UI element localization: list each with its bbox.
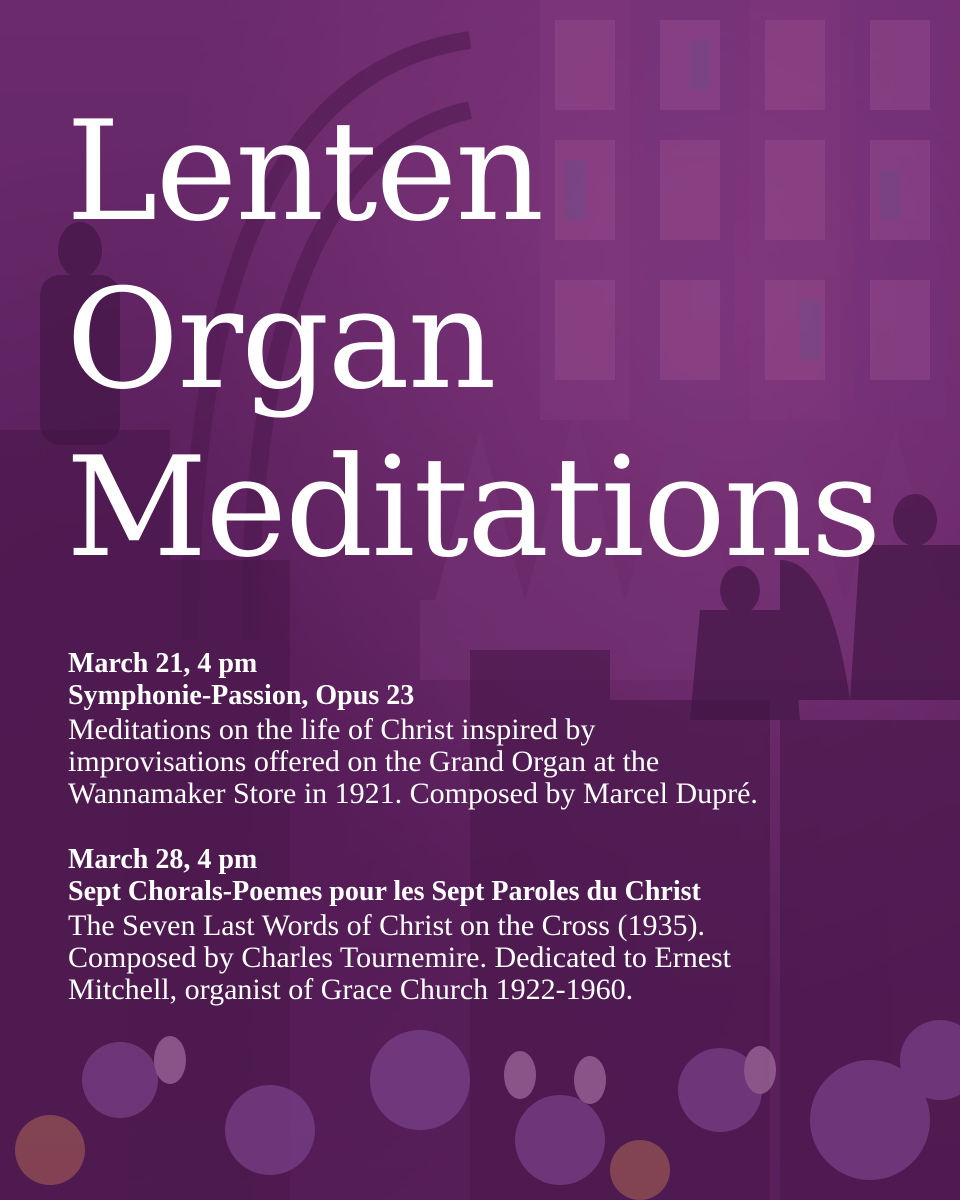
event-item bbox=[68, 648, 928, 810]
poster-title bbox=[66, 88, 926, 592]
event-work-title: Sept Chorals-Poemes pour les Sept Paroles du Christ bbox=[68, 876, 701, 907]
event-description: Meditations on the life of Christ inspired by improvisations offered on the Grand Organ at the Wannamaker Store in 1921. Composed by Marcel Dupré. bbox=[68, 713, 758, 810]
title-line-2: Organ bbox=[66, 259, 495, 420]
event-item bbox=[68, 844, 928, 1006]
title-line-3: Meditations bbox=[66, 427, 880, 588]
event-description: The Seven Last Words of Christ on the Cross (1935). Composed by Charles Tournemire. Dedicated to Ernest Mitchell, organist of Grace Church 1922-1960. bbox=[68, 909, 732, 1006]
title-line-1: Lenten bbox=[66, 91, 543, 252]
event-list bbox=[68, 648, 928, 1040]
event-date: March 21, 4 pm bbox=[68, 648, 258, 679]
event-date: March 28, 4 pm bbox=[68, 844, 258, 875]
event-work-title: Symphonie-Passion, Opus 23 bbox=[68, 680, 415, 711]
